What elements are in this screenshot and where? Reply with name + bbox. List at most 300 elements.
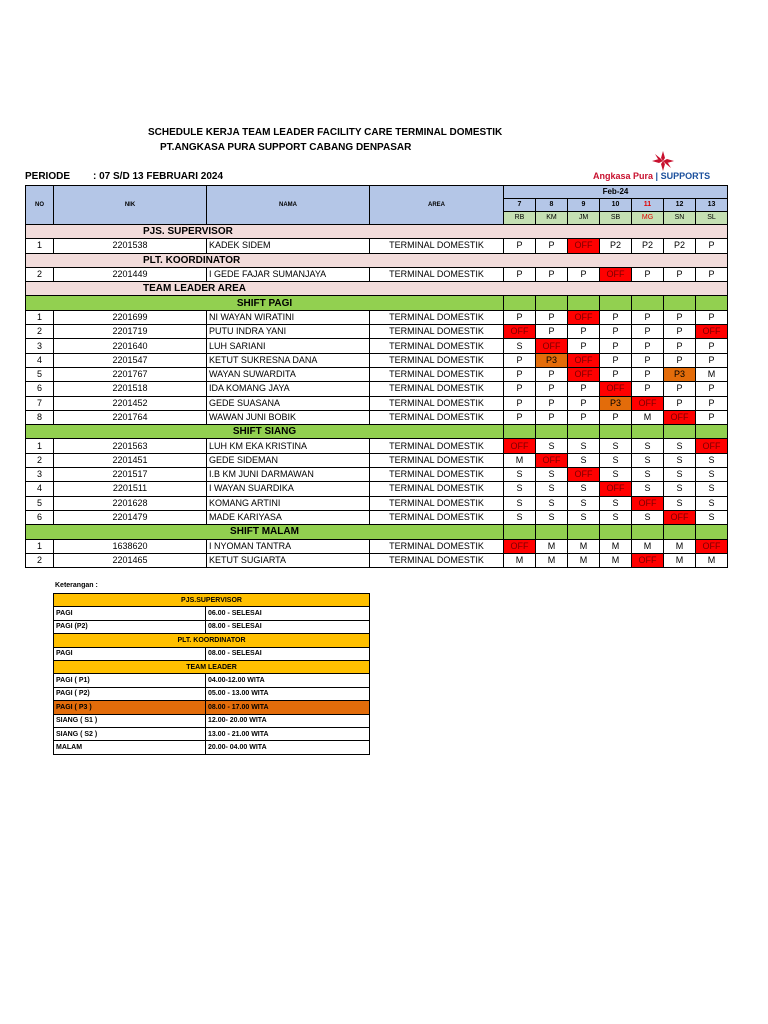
shift-cell: OFF bbox=[600, 267, 632, 281]
legend-shift-name: PAGI (P2) bbox=[54, 620, 206, 633]
section-label: TEAM LEADER AREA bbox=[26, 282, 728, 296]
shift-cell: S bbox=[504, 510, 536, 524]
shift-cell: S bbox=[600, 453, 632, 467]
shift-cell: S bbox=[600, 496, 632, 510]
shift-cell: OFF bbox=[696, 325, 728, 339]
legend-table bbox=[53, 593, 370, 755]
shift-filler bbox=[696, 296, 728, 310]
shift-cell: S bbox=[632, 453, 664, 467]
shift-cell: S bbox=[696, 496, 728, 510]
shift-cell: M bbox=[568, 539, 600, 553]
shift-cell: P bbox=[536, 382, 568, 396]
table-row bbox=[26, 453, 728, 467]
section-row bbox=[26, 253, 728, 267]
shift-filler bbox=[536, 296, 568, 310]
shift-cell: P3 bbox=[664, 367, 696, 381]
legend-row bbox=[54, 607, 370, 620]
row-nik: 2201518 bbox=[54, 382, 207, 396]
shift-cell: P bbox=[568, 325, 600, 339]
row-nama: KADEK SIDEM bbox=[207, 239, 370, 253]
shift-cell: M bbox=[664, 539, 696, 553]
shift-cell: S bbox=[504, 339, 536, 353]
shift-cell: P bbox=[504, 353, 536, 367]
shift-cell: P bbox=[536, 396, 568, 410]
keterangan-label: Keterangan : bbox=[55, 582, 98, 589]
row-nama: PUTU INDRA YANI bbox=[207, 325, 370, 339]
logo-text bbox=[593, 171, 710, 181]
shift-cell: P bbox=[568, 339, 600, 353]
row-nama: LUH SARIANI bbox=[207, 339, 370, 353]
row-area: TERMINAL DOMESTIK bbox=[370, 310, 504, 324]
shift-row bbox=[26, 525, 728, 539]
shift-cell: P bbox=[696, 353, 728, 367]
shift-cell: P bbox=[600, 410, 632, 424]
shift-cell: S bbox=[600, 510, 632, 524]
row-nik: 2201451 bbox=[54, 453, 207, 467]
shift-cell: P bbox=[568, 267, 600, 281]
shift-cell: P bbox=[600, 339, 632, 353]
row-area: TERMINAL DOMESTIK bbox=[370, 325, 504, 339]
row-nik: 1638620 bbox=[54, 539, 207, 553]
day-name: RB bbox=[504, 212, 536, 225]
legend-shift-name: SIANG ( S2 ) bbox=[54, 727, 206, 740]
shift-cell: S bbox=[600, 439, 632, 453]
row-nama: I.B KM JUNI DARMAWAN bbox=[207, 468, 370, 482]
shift-filler bbox=[664, 525, 696, 539]
shift-cell: OFF bbox=[568, 468, 600, 482]
row-nama: NI WAYAN WIRATINI bbox=[207, 310, 370, 324]
row-area: TERMINAL DOMESTIK bbox=[370, 382, 504, 396]
shift-filler bbox=[664, 425, 696, 439]
shift-label: SHIFT MALAM bbox=[26, 525, 504, 539]
row-area: TERMINAL DOMESTIK bbox=[370, 539, 504, 553]
table-row bbox=[26, 310, 728, 324]
shift-cell: OFF bbox=[632, 496, 664, 510]
shift-cell: P bbox=[600, 310, 632, 324]
shift-cell: S bbox=[536, 468, 568, 482]
shift-cell: M bbox=[536, 539, 568, 553]
shift-cell: P2 bbox=[664, 239, 696, 253]
shift-cell: P bbox=[664, 325, 696, 339]
shift-cell: S bbox=[632, 468, 664, 482]
shift-cell: S bbox=[536, 496, 568, 510]
day-name: MG bbox=[632, 212, 664, 225]
shift-cell: M bbox=[568, 553, 600, 567]
shift-cell: P bbox=[568, 396, 600, 410]
periode bbox=[25, 171, 223, 182]
legend-heading: PLT. KOORDINATOR bbox=[54, 634, 370, 647]
legend-shift-name: PAGI ( P3 ) bbox=[54, 701, 206, 714]
legend-row bbox=[54, 674, 370, 687]
shift-cell: M bbox=[696, 553, 728, 567]
row-nama: KOMANG ARTINI bbox=[207, 496, 370, 510]
shift-filler bbox=[536, 425, 568, 439]
shift-cell: P bbox=[600, 325, 632, 339]
shift-filler bbox=[600, 525, 632, 539]
row-no: 1 bbox=[26, 310, 54, 324]
shift-cell: S bbox=[696, 510, 728, 524]
shift-cell: OFF bbox=[504, 439, 536, 453]
shift-cell: P bbox=[504, 310, 536, 324]
shift-cell: S bbox=[568, 439, 600, 453]
shift-cell: S bbox=[600, 468, 632, 482]
shift-cell: OFF bbox=[664, 410, 696, 424]
shift-cell: M bbox=[664, 553, 696, 567]
legend-heading: TEAM LEADER bbox=[54, 660, 370, 673]
row-area: TERMINAL DOMESTIK bbox=[370, 510, 504, 524]
row-nik: 2201538 bbox=[54, 239, 207, 253]
shift-cell: S bbox=[632, 439, 664, 453]
shift-cell: P bbox=[504, 267, 536, 281]
day-number: 11 bbox=[632, 199, 664, 212]
row-area: TERMINAL DOMESTIK bbox=[370, 239, 504, 253]
row-no: 6 bbox=[26, 382, 54, 396]
shift-cell: P bbox=[664, 339, 696, 353]
shift-cell: OFF bbox=[568, 353, 600, 367]
row-no: 4 bbox=[26, 353, 54, 367]
row-nik: 2201767 bbox=[54, 367, 207, 381]
shift-cell: OFF bbox=[632, 553, 664, 567]
row-nik: 2201563 bbox=[54, 439, 207, 453]
legend-row bbox=[54, 647, 370, 660]
shift-cell: P bbox=[632, 382, 664, 396]
header-nama: NAMA bbox=[207, 186, 370, 225]
shift-cell: P bbox=[504, 239, 536, 253]
legend-heading-row bbox=[54, 660, 370, 673]
row-no: 5 bbox=[26, 496, 54, 510]
table-row bbox=[26, 439, 728, 453]
row-nik: 2201699 bbox=[54, 310, 207, 324]
shift-filler bbox=[504, 425, 536, 439]
row-nama: MADE KARIYASA bbox=[207, 510, 370, 524]
shift-cell: OFF bbox=[696, 439, 728, 453]
row-nama: GEDE SUASANA bbox=[207, 396, 370, 410]
shift-cell: S bbox=[696, 453, 728, 467]
shift-cell: M bbox=[536, 553, 568, 567]
angkasa-pura-logo bbox=[590, 150, 715, 184]
shift-row bbox=[26, 296, 728, 310]
shift-cell: P bbox=[664, 267, 696, 281]
day-number: 9 bbox=[568, 199, 600, 212]
row-no: 2 bbox=[26, 553, 54, 567]
table-row bbox=[26, 325, 728, 339]
shift-filler bbox=[696, 425, 728, 439]
logo-separator: | bbox=[653, 171, 661, 181]
shift-cell: P3 bbox=[600, 396, 632, 410]
shift-cell: S bbox=[504, 496, 536, 510]
table-row bbox=[26, 482, 728, 496]
legend-row bbox=[54, 714, 370, 727]
day-name: JM bbox=[568, 212, 600, 225]
shift-cell: S bbox=[536, 510, 568, 524]
shift-cell: P bbox=[568, 382, 600, 396]
row-nik: 2201449 bbox=[54, 267, 207, 281]
row-no: 1 bbox=[26, 539, 54, 553]
row-nama: I NYOMAN TANTRA bbox=[207, 539, 370, 553]
row-no: 2 bbox=[26, 267, 54, 281]
row-no: 8 bbox=[26, 410, 54, 424]
shift-cell: P bbox=[632, 325, 664, 339]
shift-cell: P bbox=[696, 239, 728, 253]
legend-shift-time: 04.00-12.00 WITA bbox=[206, 674, 370, 687]
legend-row bbox=[54, 687, 370, 700]
shift-cell: M bbox=[504, 553, 536, 567]
row-area: TERMINAL DOMESTIK bbox=[370, 453, 504, 467]
row-area: TERMINAL DOMESTIK bbox=[370, 267, 504, 281]
shift-cell: P bbox=[664, 353, 696, 367]
row-nik: 2201628 bbox=[54, 496, 207, 510]
shift-cell: S bbox=[664, 496, 696, 510]
shift-cell: P2 bbox=[600, 239, 632, 253]
legend-row bbox=[54, 727, 370, 740]
legend-shift-name: PAGI bbox=[54, 647, 206, 660]
row-nik: 2201452 bbox=[54, 396, 207, 410]
row-nik: 2201511 bbox=[54, 482, 207, 496]
row-nama: KETUT SUGIARTA bbox=[207, 553, 370, 567]
table-row bbox=[26, 539, 728, 553]
shift-cell: OFF bbox=[536, 339, 568, 353]
shift-cell: P bbox=[664, 310, 696, 324]
shift-cell: P bbox=[504, 382, 536, 396]
shift-cell: S bbox=[664, 453, 696, 467]
shift-cell: P bbox=[568, 410, 600, 424]
table-row bbox=[26, 410, 728, 424]
shift-cell: P bbox=[696, 410, 728, 424]
shift-cell: P bbox=[504, 396, 536, 410]
legend-shift-time: 20.00- 04.00 WITA bbox=[206, 741, 370, 754]
row-nik: 2201465 bbox=[54, 553, 207, 567]
table-row bbox=[26, 496, 728, 510]
shift-cell: M bbox=[696, 367, 728, 381]
legend-row bbox=[54, 701, 370, 714]
legend-shift-time: 12.00- 20.00 WITA bbox=[206, 714, 370, 727]
shift-cell: P2 bbox=[632, 239, 664, 253]
legend-shift-time: 08.00 - 17.00 WITA bbox=[206, 701, 370, 714]
shift-cell: P bbox=[632, 353, 664, 367]
day-number: 7 bbox=[504, 199, 536, 212]
legend-heading: PJS.SUPERVISOR bbox=[54, 594, 370, 607]
row-no: 3 bbox=[26, 468, 54, 482]
periode-label: PERIODE bbox=[25, 171, 71, 182]
company-subtitle: PT.ANGKASA PURA SUPPORT CABANG DENPASAR bbox=[160, 142, 412, 153]
row-nik: 2201640 bbox=[54, 339, 207, 353]
row-no: 1 bbox=[26, 439, 54, 453]
shift-filler bbox=[600, 425, 632, 439]
shift-cell: M bbox=[632, 410, 664, 424]
shift-cell: P bbox=[504, 410, 536, 424]
legend-shift-name: PAGI ( P1) bbox=[54, 674, 206, 687]
row-nik: 2201479 bbox=[54, 510, 207, 524]
row-area: TERMINAL DOMESTIK bbox=[370, 553, 504, 567]
angkasa-pura-logo-icon bbox=[650, 150, 676, 172]
shift-cell: M bbox=[600, 539, 632, 553]
shift-cell: S bbox=[536, 482, 568, 496]
day-name: KM bbox=[536, 212, 568, 225]
shift-cell: P bbox=[536, 410, 568, 424]
shift-cell: S bbox=[664, 468, 696, 482]
shift-filler bbox=[568, 296, 600, 310]
legend-shift-time: 06.00 - SELESAI bbox=[206, 607, 370, 620]
row-no: 1 bbox=[26, 239, 54, 253]
shift-cell: P bbox=[536, 367, 568, 381]
row-nik: 2201517 bbox=[54, 468, 207, 482]
table-row bbox=[26, 339, 728, 353]
row-nama: KETUT SUKRESNA DANA bbox=[207, 353, 370, 367]
shift-cell: S bbox=[696, 482, 728, 496]
shift-filler bbox=[536, 525, 568, 539]
shift-cell: S bbox=[632, 510, 664, 524]
shift-row bbox=[26, 425, 728, 439]
shift-cell: P bbox=[664, 396, 696, 410]
day-name: SN bbox=[664, 212, 696, 225]
shift-cell: P bbox=[664, 382, 696, 396]
shift-cell: P3 bbox=[536, 353, 568, 367]
shift-cell: S bbox=[664, 482, 696, 496]
shift-filler bbox=[568, 525, 600, 539]
table-row bbox=[26, 239, 728, 253]
legend-shift-name: PAGI bbox=[54, 607, 206, 620]
day-number: 13 bbox=[696, 199, 728, 212]
shift-filler bbox=[600, 296, 632, 310]
row-nama: WAYAN SUWARDITA bbox=[207, 367, 370, 381]
shift-cell: S bbox=[664, 439, 696, 453]
row-nama: WAWAN JUNI BOBIK bbox=[207, 410, 370, 424]
shift-cell: P bbox=[632, 367, 664, 381]
shift-cell: OFF bbox=[696, 539, 728, 553]
shift-cell: S bbox=[568, 510, 600, 524]
shift-filler bbox=[632, 296, 664, 310]
legend-heading-row bbox=[54, 634, 370, 647]
header-area: AREA bbox=[370, 186, 504, 225]
schedule-title: SCHEDULE KERJA TEAM LEADER FACILITY CARE TERMINAL DOMESTIK bbox=[148, 127, 503, 138]
row-nama: LUH KM EKA KRISTINA bbox=[207, 439, 370, 453]
row-nik: 2201547 bbox=[54, 353, 207, 367]
legend-shift-time: 05.00 - 13.00 WITA bbox=[206, 687, 370, 700]
shift-cell: P bbox=[696, 310, 728, 324]
row-nama: I WAYAN SUARDIKA bbox=[207, 482, 370, 496]
shift-cell: OFF bbox=[568, 239, 600, 253]
shift-cell: OFF bbox=[568, 310, 600, 324]
row-area: TERMINAL DOMESTIK bbox=[370, 482, 504, 496]
shift-cell: S bbox=[696, 468, 728, 482]
row-nama: GEDE SIDEMAN bbox=[207, 453, 370, 467]
header-month: Feb-24 bbox=[504, 186, 728, 199]
shift-cell: P bbox=[632, 267, 664, 281]
shift-cell: P bbox=[600, 367, 632, 381]
shift-cell: P bbox=[504, 367, 536, 381]
shift-cell: S bbox=[504, 468, 536, 482]
legend-shift-time: 08.00 - SELESAI bbox=[206, 647, 370, 660]
shift-filler bbox=[504, 525, 536, 539]
shift-cell: P bbox=[632, 310, 664, 324]
legend-shift-name: SIANG ( S1 ) bbox=[54, 714, 206, 727]
row-area: TERMINAL DOMESTIK bbox=[370, 339, 504, 353]
row-no: 6 bbox=[26, 510, 54, 524]
day-name: SL bbox=[696, 212, 728, 225]
section-label: PJS. SUPERVISOR bbox=[26, 225, 728, 239]
shift-filler bbox=[568, 425, 600, 439]
section-row bbox=[26, 282, 728, 296]
shift-cell: P bbox=[536, 310, 568, 324]
row-no: 3 bbox=[26, 339, 54, 353]
row-nama: I GEDE FAJAR SUMANJAYA bbox=[207, 267, 370, 281]
shift-cell: P bbox=[696, 339, 728, 353]
day-number: 12 bbox=[664, 199, 696, 212]
row-no: 2 bbox=[26, 453, 54, 467]
shift-cell: P bbox=[696, 396, 728, 410]
shift-label: SHIFT PAGI bbox=[26, 296, 504, 310]
table-row bbox=[26, 367, 728, 381]
table-row bbox=[26, 353, 728, 367]
shift-filler bbox=[696, 525, 728, 539]
table-row bbox=[26, 396, 728, 410]
legend-shift-time: 08.00 - SELESAI bbox=[206, 620, 370, 633]
row-no: 5 bbox=[26, 367, 54, 381]
shift-cell: M bbox=[600, 553, 632, 567]
schedule-table bbox=[25, 185, 728, 568]
legend-heading-row bbox=[54, 594, 370, 607]
section-row bbox=[26, 225, 728, 239]
shift-cell: OFF bbox=[504, 325, 536, 339]
shift-cell: OFF bbox=[504, 539, 536, 553]
shift-filler bbox=[504, 296, 536, 310]
shift-filler bbox=[664, 296, 696, 310]
shift-cell: M bbox=[504, 453, 536, 467]
shift-cell: OFF bbox=[664, 510, 696, 524]
logo-name: Angkasa Pura bbox=[593, 171, 654, 181]
legend-row bbox=[54, 741, 370, 754]
shift-cell: P bbox=[536, 267, 568, 281]
shift-cell: OFF bbox=[536, 453, 568, 467]
row-no: 4 bbox=[26, 482, 54, 496]
row-area: TERMINAL DOMESTIK bbox=[370, 468, 504, 482]
row-area: TERMINAL DOMESTIK bbox=[370, 396, 504, 410]
legend-shift-name: PAGI ( P2) bbox=[54, 687, 206, 700]
shift-cell: S bbox=[568, 453, 600, 467]
table-row bbox=[26, 382, 728, 396]
shift-filler bbox=[632, 425, 664, 439]
shift-cell: S bbox=[504, 482, 536, 496]
shift-cell: S bbox=[568, 482, 600, 496]
shift-cell: P bbox=[600, 353, 632, 367]
shift-cell: OFF bbox=[632, 396, 664, 410]
row-area: TERMINAL DOMESTIK bbox=[370, 496, 504, 510]
day-name: SB bbox=[600, 212, 632, 225]
shift-cell: P bbox=[696, 267, 728, 281]
section-label: PLT. KOORDINATOR bbox=[26, 253, 728, 267]
day-number: 10 bbox=[600, 199, 632, 212]
legend-shift-name: MALAM bbox=[54, 741, 206, 754]
day-number: 8 bbox=[536, 199, 568, 212]
row-nik: 2201719 bbox=[54, 325, 207, 339]
header-no: NO bbox=[26, 186, 54, 225]
shift-cell: OFF bbox=[568, 367, 600, 381]
shift-cell: P bbox=[536, 239, 568, 253]
shift-filler bbox=[632, 525, 664, 539]
header-nik: NIK bbox=[54, 186, 207, 225]
shift-cell: OFF bbox=[600, 382, 632, 396]
legend-row bbox=[54, 620, 370, 633]
row-area: TERMINAL DOMESTIK bbox=[370, 353, 504, 367]
row-area: TERMINAL DOMESTIK bbox=[370, 410, 504, 424]
logo-suffix: SUPPORTS bbox=[660, 171, 711, 181]
row-nama: IDA KOMANG JAYA bbox=[207, 382, 370, 396]
row-area: TERMINAL DOMESTIK bbox=[370, 367, 504, 381]
table-row bbox=[26, 553, 728, 567]
shift-cell: S bbox=[536, 439, 568, 453]
shift-cell: P bbox=[696, 382, 728, 396]
shift-cell: S bbox=[568, 496, 600, 510]
